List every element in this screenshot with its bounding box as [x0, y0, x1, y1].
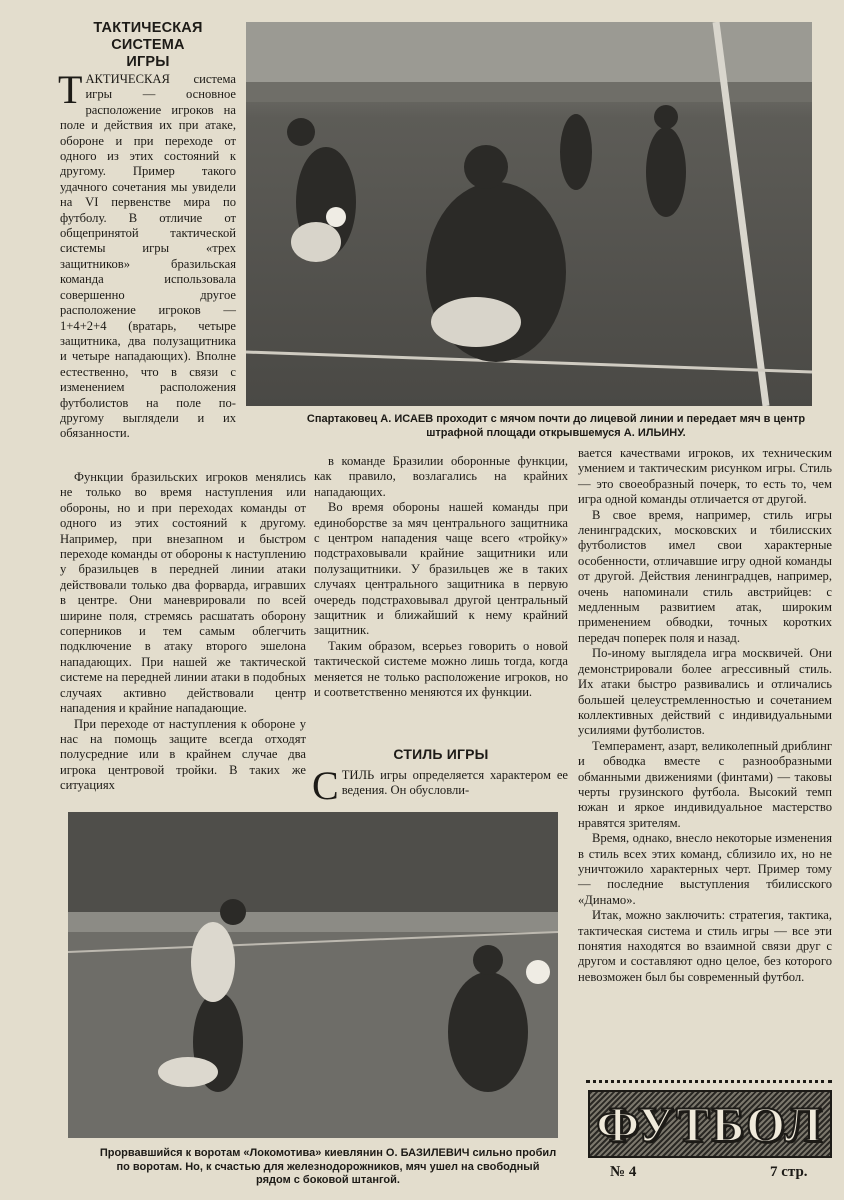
paragraph: По-иному выглядела игра москвичей. Они демонстрировали более агрессивный стиль. Их атаки быстро развивались и отличались большей целеустремленностью и сочетанием коллективных действий с индивидуальными усилиями футболистов.	[578, 646, 832, 738]
column-3	[578, 446, 832, 985]
paragraph: В свое время, например, стиль игры ленинградских, московских и тбилисских футболистов имел свои характерные особенности, отличавшие игру одной команды от другой. Действия ленинградцев, например, очень напоминали стиль австрийцев: с медленным развитием атак, широким применением обводки, точных коротких передач поперек поля и назад.	[578, 507, 832, 645]
column-1	[60, 470, 306, 794]
title-line: ТАКТИЧЕСКАЯ	[93, 20, 203, 36]
photo-bazilevich-shot	[68, 812, 558, 1138]
paragraph: Таким образом, всерьез говорить о новой тактической системе можно лишь тогда, когда меняется не только расположение игроков, но и соответственно меняются их функции.	[314, 638, 568, 700]
section-title-style: СТИЛЬ ИГРЫ	[393, 746, 489, 762]
masthead-logo	[588, 1090, 832, 1158]
match-photo-illustration	[68, 812, 558, 1138]
paragraph: При переходе от наступления к обороне у нас на помощь защите всегда отходят полусредние или в крайнем случае два игрока центровой тройки. В таких же ситуациях	[60, 716, 306, 793]
match-photo-illustration	[246, 22, 812, 406]
column-2	[314, 454, 568, 701]
title-line: СИСТЕМА	[111, 37, 185, 53]
photo-spartak-attack	[246, 22, 812, 406]
section-title-tactical-system	[60, 20, 236, 71]
logo-text: ФУТБОЛ	[596, 1096, 824, 1152]
page-number: 7 стр.	[770, 1164, 808, 1180]
photo1-caption: Спартаковец А. ИСАЕВ проходит с мячом почти до лицевой линии и передает мяч в центр штрафной площади открывшемуся А. ИЛЬИНУ.	[306, 413, 806, 439]
photo2-caption: Прорвавшийся к воротам «Локомотива» киевлянин О. БАЗИЛЕВИЧ сильно пробил по воротам. Но, к счастью для железнодорожников, мяч ушел на свободный рядом с боковой штангой.	[99, 1147, 557, 1186]
title-line: ИГРЫ	[126, 54, 170, 70]
paragraph: в команде Бразилии оборонные функции, как правило, возлагались на крайних нападающих.	[314, 454, 568, 499]
issue-number: № 4	[610, 1164, 637, 1180]
paragraph: Время, однако, внесло некоторые изменения в стиль всех этих команд, сблизило их, но не уничтожило характерных черт. Пример тому — последние выступления тбилисского «Динамо».	[578, 831, 832, 907]
paragraph: Во время обороны нашей команды при единоборстве за мяч центрального защитника с центром нападения чаще всего «тройку» подстраховывали крайние защитники или полузащитники. У бразильцев же в таких случаях центрального защитника в первую очередь подстраховывал другой центральный защитник и ближайший к нему крайний защитник.	[314, 500, 568, 638]
paragraph: Функции бразильских игроков менялись не только во время наступления или обороны, но и при переходах команды от одного из этих состояний к другому. Например, при внезапном и быстром переходе команды от обороны к наступлению у бразильцев в передней линии атаки действовали только два форварда, игравших в центре. Они маневрировали по всей ширине поля, стремясь расшатать оборону соперников и тем самым облегчить подключение в атаку второго эшелона нападающих. При нашей же тактической системе на передней линии атаки в подобных случаях активно действовали центр нападения и крайние нападающие.	[60, 470, 306, 716]
dropcap: Т	[58, 67, 83, 112]
dropcap: С	[312, 763, 339, 808]
paragraph: Темперамент, азарт, великолепный дриблинг и обводка вместе с разнообразными обманными движениями (финтами) — таковы черты грузинского футбола. Высокий темп южан и яркое индивидуальное мастерство нравятся зрителям.	[578, 738, 832, 830]
intro-column	[58, 67, 236, 442]
paragraph: вается качествами игроков, их техническим умением и тактическим рисунком игры. Стиль — это своеобразный почерк, то есть то, чем игра одной команды отличается от другой.	[578, 446, 832, 507]
intro-text: АКТИЧЕСКАЯ система игры — основное расположение игроков на поле и действия их при атаке, обороне и при переходе от одного из этих состояний к другому. Пример такого удачного сочетания мы увидели на VI первенстве мира по футболу. В отличие от общепринятой тактической системы игры «трех защитников» бразильская команда использовала совершенно другое расположение игроков — 1+4+2+4 (вратарь, четыре защитника, два полузащитника и четыре нападающих). Вполне естественно, что в связи с изменением расположения футболистов на поле по-другому выглядели и их обязанности.	[60, 72, 236, 441]
masthead-rule	[586, 1080, 832, 1083]
style-intro-paragraph	[312, 763, 568, 808]
paragraph: Итак, можно заключить: стратегия, тактика, тактическая система и стиль игры — все эти понятия находятся во взаимной связи друг с другом и составляют одно целое, без которого невозможен был бы современный футбол.	[578, 908, 832, 984]
intro-paragraph	[58, 67, 236, 442]
style-intro	[312, 763, 568, 808]
style-intro-text: ТИЛЬ игры определяется характером ее ведения. Он обусловли-	[341, 768, 568, 798]
